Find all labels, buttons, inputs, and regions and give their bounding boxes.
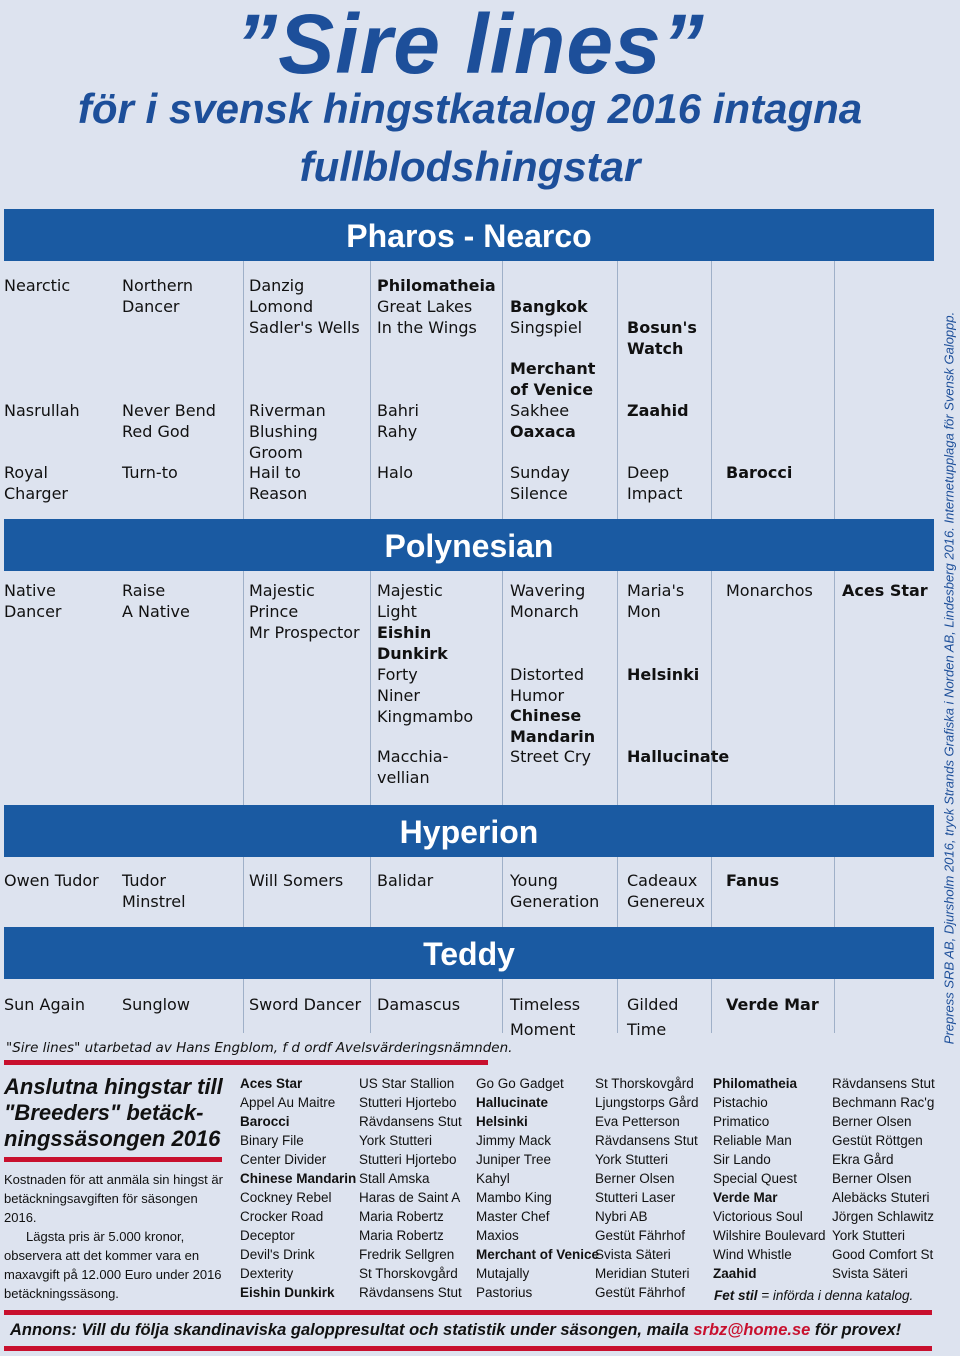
column-divider: [502, 261, 503, 519]
stallion-owner: Rävdansens Stut: [359, 1285, 462, 1300]
stallion-name: Maxios: [476, 1228, 519, 1243]
sire-tree-entry: Wavering Monarch: [510, 581, 586, 621]
stallion-owner: York Stutteri: [832, 1228, 906, 1243]
stallion-owner: York Stutteri: [359, 1133, 433, 1148]
sire-tree-entry: Young Generation: [510, 871, 600, 911]
stallion-owner: Gestüt Röttgen: [832, 1133, 923, 1148]
sire-tree-entry: Native Dancer: [4, 581, 62, 621]
stallion-name: Binary File: [240, 1133, 304, 1148]
sire-tree-entry: Helsinki: [627, 665, 700, 684]
stallion-name: Hallucinate: [476, 1095, 549, 1110]
annons-bar: [10, 1321, 901, 1340]
stallion-name: Primatico: [713, 1114, 770, 1129]
stallion-name: Philomatheia: [713, 1076, 798, 1091]
column-divider: [711, 979, 712, 1033]
red-divider: [4, 1346, 932, 1351]
stallion-owner: Meridian Stuteri: [595, 1266, 690, 1281]
sire-tree-entry: Zaahid: [627, 401, 689, 420]
sire-tree-entry: Will Somers: [249, 871, 344, 890]
sire-tree-entry: Hallucinate: [627, 747, 730, 766]
column-divider: [370, 261, 371, 519]
stallion-owner: Haras de Saint A: [359, 1190, 461, 1205]
sire-tree-entry: Nearctic: [4, 276, 71, 295]
stallion-name: Dexterity: [240, 1266, 294, 1281]
sire-tree-entry: Deep Impact: [627, 463, 683, 503]
column-divider: [370, 857, 371, 927]
section-header-1: Pharos - Nearco: [4, 209, 934, 261]
annons-text-end: för provex!: [810, 1321, 902, 1339]
anslutna-heading: Anslutna hingstar till "Breeders" betäck-ningssäsongen 2016: [4, 1074, 223, 1151]
annons-text: Annons: Vill du följa skandinaviska galoppresultat och statistik under säsongen, maila: [10, 1321, 694, 1339]
sire-tree-entry: Oaxaca: [510, 422, 576, 441]
column-divider: [243, 979, 244, 1033]
stallion-owner: St Thorskovgård: [359, 1266, 458, 1281]
column-divider: [617, 261, 618, 519]
sire-tree-entry: Philomatheia: [377, 276, 496, 295]
sire-tree-entry: Fanus: [726, 871, 780, 890]
sire-tree-entry: Sunday Silence: [510, 463, 570, 503]
stallion-name: Center Divider: [240, 1152, 327, 1167]
stallion-owner: Bechmann Rac'g: [832, 1095, 935, 1110]
legend: [714, 1288, 913, 1303]
stallion-owner: Jörgen Schlawitz: [832, 1209, 935, 1224]
stallion-name: Wilshire Boulevard: [713, 1228, 826, 1243]
stallion-name-column: [240, 1074, 356, 1302]
sire-tree-entry: Northern Dancer: [122, 276, 194, 316]
sire-tree-entry: Verde Mar: [726, 995, 819, 1014]
annons-email-link[interactable]: srbz@home.se: [693, 1321, 811, 1339]
sire-tree-entry: Forty Niner Kingmambo: [377, 665, 474, 726]
sire-tree-entry: Damascus: [377, 995, 461, 1014]
stallion-name: Barocci: [240, 1114, 290, 1129]
sire-tree-entry: Merchant of Venice: [510, 359, 596, 399]
stallion-owner: Berner Olsen: [832, 1114, 912, 1129]
stallion-name: Chinese Mandarin: [240, 1171, 357, 1186]
stallion-name: Reliable Man: [713, 1133, 792, 1148]
column-divider: [834, 571, 835, 805]
sire-tree-entry: Bosun's Watch: [627, 318, 697, 358]
stallion-owner: Alebäcks Stuteri: [832, 1190, 930, 1205]
stallion-owner-column: [595, 1074, 699, 1302]
column-divider: [617, 979, 618, 1033]
anslutna-info: [4, 1170, 229, 1303]
column-divider: [370, 979, 371, 1033]
stallion-name: Verde Mar: [713, 1190, 778, 1205]
sire-tree-entry: Tudor Minstrel: [122, 871, 186, 911]
sire-tree-entry: Never Bend Red God: [122, 401, 216, 441]
anslutna-paragraph: Kostnaden för att anmäla sin hingst är betäckningsavgiften för säsongen 2016.: [4, 1172, 223, 1225]
red-divider: [4, 1157, 222, 1162]
section-header-3: Hyperion: [4, 805, 934, 857]
stallion-name: Sir Lando: [713, 1152, 771, 1167]
sire-tree-entry: Macchia- vellian: [377, 747, 449, 787]
sire-tree-entry: Hail to Reason: [249, 463, 308, 503]
stallion-owner: US Star Stallion: [359, 1076, 455, 1091]
page-title: ”Sire lines”: [235, 0, 705, 91]
sire-tree-entry: Owen Tudor: [4, 871, 99, 890]
stallion-owner: Stutteri Hjortebo: [359, 1095, 457, 1110]
page-subtitle: för i svensk hingstkatalog 2016 intagna fullblodshingstar: [77, 85, 863, 190]
stallion-owner: Eva Petterson: [595, 1114, 680, 1129]
sire-tree-entry: Maria's Mon: [627, 581, 685, 621]
sire-tree-entry: Sun Again: [4, 995, 86, 1014]
stallion-name: Mambo King: [476, 1190, 552, 1205]
stallion-name: Merchant of Venice: [476, 1247, 600, 1262]
sire-tree-entry: Nasrullah: [4, 401, 80, 420]
red-divider: [4, 1310, 932, 1315]
sire-tree-entry: Raise A Native: [122, 581, 190, 621]
stallion-name: Crocker Road: [240, 1209, 324, 1224]
stallion-owner: Ekra Gård: [832, 1152, 894, 1167]
stallion-owner: York Stutteri: [595, 1152, 669, 1167]
legend-bold: Fet stil: [714, 1288, 758, 1303]
side-imprint-text: Prepress SRB AB, Djursholm 2016, tryck Strands Grafiska i Norden AB, Lindesberg 2016. Internetupplaga för Svensk Galoppp.: [941, 311, 957, 1045]
stallion-owner: Berner Olsen: [832, 1171, 912, 1186]
stallion-owner: Rävdansens Stut: [359, 1114, 462, 1129]
stallion-owner: Svista Säteri: [595, 1247, 671, 1262]
sire-tree-entry: Sword Dancer: [249, 995, 362, 1014]
sire-tree-entry: Barocci: [726, 463, 793, 482]
sire-tree-entry: Sakhee: [510, 401, 570, 420]
stallion-owner: Good Comfort St: [832, 1247, 934, 1262]
stallion-name-column: [713, 1074, 826, 1283]
column-divider: [243, 857, 244, 927]
stallion-owner: Nybri AB: [595, 1209, 648, 1224]
stallion-name: Zaahid: [713, 1266, 757, 1281]
column-divider: [834, 857, 835, 927]
stallion-owner-column: [359, 1074, 462, 1302]
sire-tree-entry: Cadeaux Genereux: [627, 871, 705, 911]
stallion-owner: Stutteri Laser: [595, 1190, 676, 1205]
stallion-name: Wind Whistle: [713, 1247, 792, 1262]
stallion-name: Jimmy Mack: [476, 1133, 551, 1148]
sire-tree-entry: Royal Charger: [4, 463, 68, 503]
sire-tree-entry: Bahri Rahy: [377, 401, 419, 441]
side-imprint: [938, 0, 960, 1356]
stallion-name: Deceptor: [240, 1228, 295, 1243]
column-divider: [834, 979, 835, 1033]
sire-tree-entry: Aces Star: [842, 581, 928, 600]
stallion-owner: St Thorskovgård: [595, 1076, 694, 1091]
legend-text: = införda i denna katalog.: [757, 1288, 914, 1303]
sire-tree-entry: Bangkok: [510, 297, 588, 316]
sire-tree-entry: Halo: [377, 463, 414, 482]
column-divider: [617, 571, 618, 805]
sire-tree-entry: Monarchos: [726, 581, 813, 600]
sire-tree-entry: Sunglow: [122, 995, 190, 1014]
column-divider: [243, 571, 244, 805]
stallion-owner: Gestüt Fährhof: [595, 1285, 686, 1300]
section-header-2: Polynesian: [4, 519, 934, 571]
column-divider: [502, 571, 503, 805]
sire-tree-entry: Timeless Moment: [510, 995, 581, 1039]
sire-tree-entry: Great Lakes In the Wings: [377, 297, 477, 337]
section-header-4: Teddy: [4, 927, 934, 979]
stallion-owner: Fredrik Sellgren: [359, 1247, 455, 1262]
stallion-owner: Rävdansens Stut: [595, 1133, 698, 1148]
column-divider: [711, 571, 712, 805]
stallion-owner-column: [832, 1074, 935, 1283]
stallion-owner: Svista Säteri: [832, 1266, 908, 1281]
credit-note: "Sire lines" utarbetad av Hans Engblom, f d ordf Avelsvärderingsnämnden.: [6, 1040, 513, 1056]
stallion-name: Pistachio: [713, 1095, 768, 1110]
sire-tree-entry: Singspiel: [510, 318, 583, 337]
stallion-name: Kahyl: [476, 1171, 510, 1186]
column-divider: [243, 261, 244, 519]
sire-tree-entry: Eishin Dunkirk: [377, 623, 448, 663]
sire-tree-entry: Balidar: [377, 871, 434, 890]
stallion-owner: Stall Amska: [359, 1171, 430, 1186]
sire-tree-entry: Distorted Humor: [510, 665, 585, 705]
stallion-owner: Gestüt Fährhof: [595, 1228, 686, 1243]
stallion-name-column: [476, 1074, 599, 1302]
sire-tree-entry: Majestic Light: [377, 581, 443, 621]
stallion-name: Victorious Soul: [713, 1209, 803, 1224]
sire-tree-entry: Danzig Lomond Sadler's Wells: [249, 276, 360, 337]
stallion-name: Special Quest: [713, 1171, 798, 1186]
column-divider: [502, 857, 503, 927]
stallion-name: Devil's Drink: [240, 1247, 315, 1262]
sire-tree-entry: Majestic Prince Mr Prospector: [249, 581, 360, 642]
stallion-name: Helsinki: [476, 1114, 528, 1129]
column-divider: [617, 857, 618, 927]
stallion-name: Appel Au Maitre: [240, 1095, 336, 1110]
sire-tree-entry: Street Cry: [510, 747, 591, 766]
stallion-owner: Maria Robertz: [359, 1209, 444, 1224]
sire-tree-entry: Gilded Time: [627, 995, 679, 1039]
stallion-name: Master Chef: [476, 1209, 550, 1224]
stallion-name: Mutajally: [476, 1266, 530, 1281]
stallion-owner: Berner Olsen: [595, 1171, 675, 1186]
sire-tree-entry: Chinese Mandarin: [510, 706, 596, 746]
column-divider: [711, 261, 712, 519]
stallion-name: Eishin Dunkirk: [240, 1285, 335, 1300]
column-divider: [711, 857, 712, 927]
anslutna-paragraph: Lägsta pris är 5.000 kronor, observera att det kommer vara en maxavgift på 12.000 Euro under 2016 betäckningssäsong.: [4, 1229, 222, 1301]
stallion-name: Cockney Rebel: [240, 1190, 332, 1205]
red-divider: [4, 1060, 488, 1065]
stallion-owner: Ljungstorps Gård: [595, 1095, 699, 1110]
stallion-owner: Rävdansens Stut: [832, 1076, 935, 1091]
column-divider: [502, 979, 503, 1033]
stallion-owner: Stutteri Hjortebo: [359, 1152, 457, 1167]
stallion-name: Aces Star: [240, 1076, 303, 1091]
stallion-name: Juniper Tree: [476, 1152, 552, 1167]
column-divider: [834, 261, 835, 519]
stallion-name: Go Go Gadget: [476, 1076, 564, 1091]
sire-tree-entry: Turn-to: [122, 463, 178, 482]
stallion-owner: Maria Robertz: [359, 1228, 444, 1243]
sire-tree-entry: Riverman Blushing Groom: [249, 401, 326, 462]
column-divider: [370, 571, 371, 805]
stallion-name: Pastorius: [476, 1285, 533, 1300]
